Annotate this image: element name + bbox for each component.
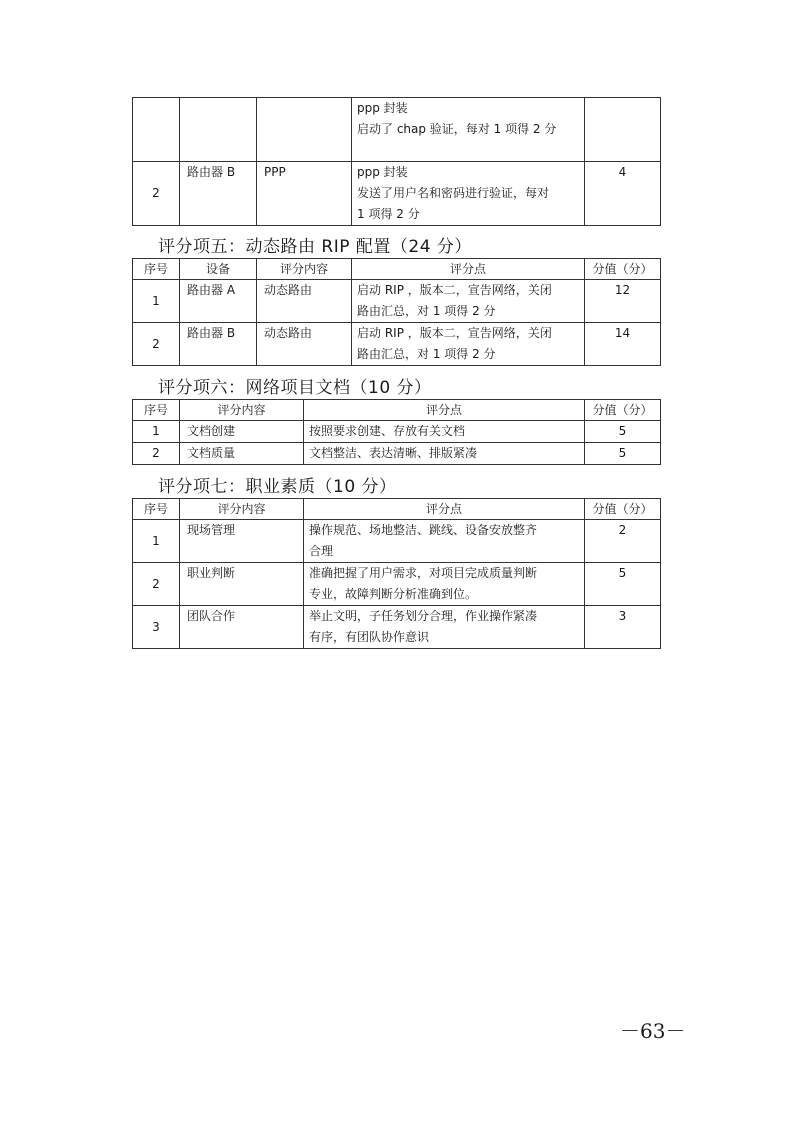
row-number: 1	[133, 280, 180, 323]
score-cell: 5	[585, 421, 661, 443]
scoring-table-7	[132, 498, 661, 649]
points-cell	[304, 520, 585, 563]
row-number: 2	[133, 563, 180, 606]
points-line: 路由汇总，对 1 项得 2 分	[357, 304, 496, 318]
table-row	[133, 520, 661, 563]
points-line: 有序，有团队协作意识	[309, 630, 430, 644]
content-cell: 职业判断	[180, 563, 304, 606]
col-header-points: 评分点	[352, 259, 585, 280]
table-row	[133, 162, 661, 226]
section-5-heading: 评分项五：动态路由 RIP 配置（24 分）	[158, 237, 472, 257]
table-row	[133, 280, 661, 323]
col-header-score: 分值（分）	[585, 259, 661, 280]
table-row	[133, 98, 661, 162]
score-cell: 5	[585, 443, 661, 465]
col-header-points: 评分点	[304, 499, 585, 520]
content-cell: PPP	[257, 162, 352, 226]
points-line: 操作规范、场地整洁、跳线、设备安放整齐	[309, 523, 538, 537]
device-cell	[180, 98, 257, 162]
content-cell: 动态路由	[257, 280, 352, 323]
col-header-number: 序号	[133, 499, 180, 520]
table-row	[133, 421, 661, 443]
content-cell: 文档创建	[180, 421, 304, 443]
scoring-table-5	[132, 258, 661, 366]
points-line: 准确把握了用户需求，对项目完成质量判断	[309, 566, 538, 580]
score-cell: 12	[585, 280, 661, 323]
content-cell: 文档质量	[180, 443, 304, 465]
points-line: 路由汇总，对 1 项得 2 分	[357, 347, 496, 361]
row-number: 3	[133, 606, 180, 649]
col-header-content: 评分内容	[180, 499, 304, 520]
score-cell: 5	[585, 563, 661, 606]
col-header-score: 分值（分）	[585, 400, 661, 421]
row-number: 1	[133, 520, 180, 563]
device-cell: 路由器 B	[180, 323, 257, 366]
table-row	[133, 323, 661, 366]
points-cell	[352, 162, 585, 226]
col-header-number: 序号	[133, 259, 180, 280]
score-cell	[585, 98, 661, 162]
row-number: 2	[133, 443, 180, 465]
row-number: 2	[133, 162, 180, 226]
scoring-table-4-continued	[132, 97, 661, 226]
table-header-row	[133, 499, 661, 520]
points-cell: 文档整洁、表达清晰、排版紧凑	[304, 443, 585, 465]
content-cell	[257, 98, 352, 162]
points-line: 启动了 chap 验证，每对 1 项得 2 分	[357, 122, 557, 136]
scoring-table-6	[132, 399, 661, 465]
points-cell	[304, 606, 585, 649]
points-line: 举止文明，子任务划分合理，作业操作紧凑	[309, 609, 538, 623]
row-number: 1	[133, 421, 180, 443]
points-cell	[352, 280, 585, 323]
points-cell: 按照要求创建、存放有关文档	[304, 421, 585, 443]
page-number: －63－	[620, 1019, 686, 1043]
col-header-device: 设备	[180, 259, 257, 280]
section-7-heading: 评分项七：职业素质（10 分）	[158, 477, 397, 497]
col-header-score: 分值（分）	[585, 499, 661, 520]
table-row	[133, 563, 661, 606]
content-cell: 团队合作	[180, 606, 304, 649]
section-6-heading: 评分项六：网络项目文档（10 分）	[158, 378, 432, 398]
table-row	[133, 606, 661, 649]
score-cell: 14	[585, 323, 661, 366]
points-cell	[352, 98, 585, 162]
col-header-content: 评分内容	[257, 259, 352, 280]
points-cell	[304, 563, 585, 606]
table-header-row	[133, 400, 661, 421]
points-line: 启动 RIP ，版本二，宣告网络，关闭	[357, 326, 552, 340]
score-cell: 4	[585, 162, 661, 226]
points-line: ppp 封装	[357, 165, 408, 179]
row-number: 2	[133, 323, 180, 366]
table-header-row	[133, 259, 661, 280]
points-line: 合理	[309, 544, 334, 558]
content-cell: 现场管理	[180, 520, 304, 563]
col-header-points: 评分点	[304, 400, 585, 421]
device-cell: 路由器 A	[180, 280, 257, 323]
col-header-number: 序号	[133, 400, 180, 421]
row-number	[133, 98, 180, 162]
col-header-content: 评分内容	[180, 400, 304, 421]
content-cell: 动态路由	[257, 323, 352, 366]
score-cell: 2	[585, 520, 661, 563]
points-cell	[352, 323, 585, 366]
points-line: 专业，故障判断分析准确到位。	[309, 587, 478, 601]
points-line: 发送了用户名和密码进行验证，每对	[357, 186, 550, 200]
table-row	[133, 443, 661, 465]
points-line: 1 项得 2 分	[357, 207, 420, 221]
score-cell: 3	[585, 606, 661, 649]
points-line: 启动 RIP ，版本二，宣告网络，关闭	[357, 283, 552, 297]
device-cell: 路由器 B	[180, 162, 257, 226]
points-line: ppp 封装	[357, 101, 408, 115]
